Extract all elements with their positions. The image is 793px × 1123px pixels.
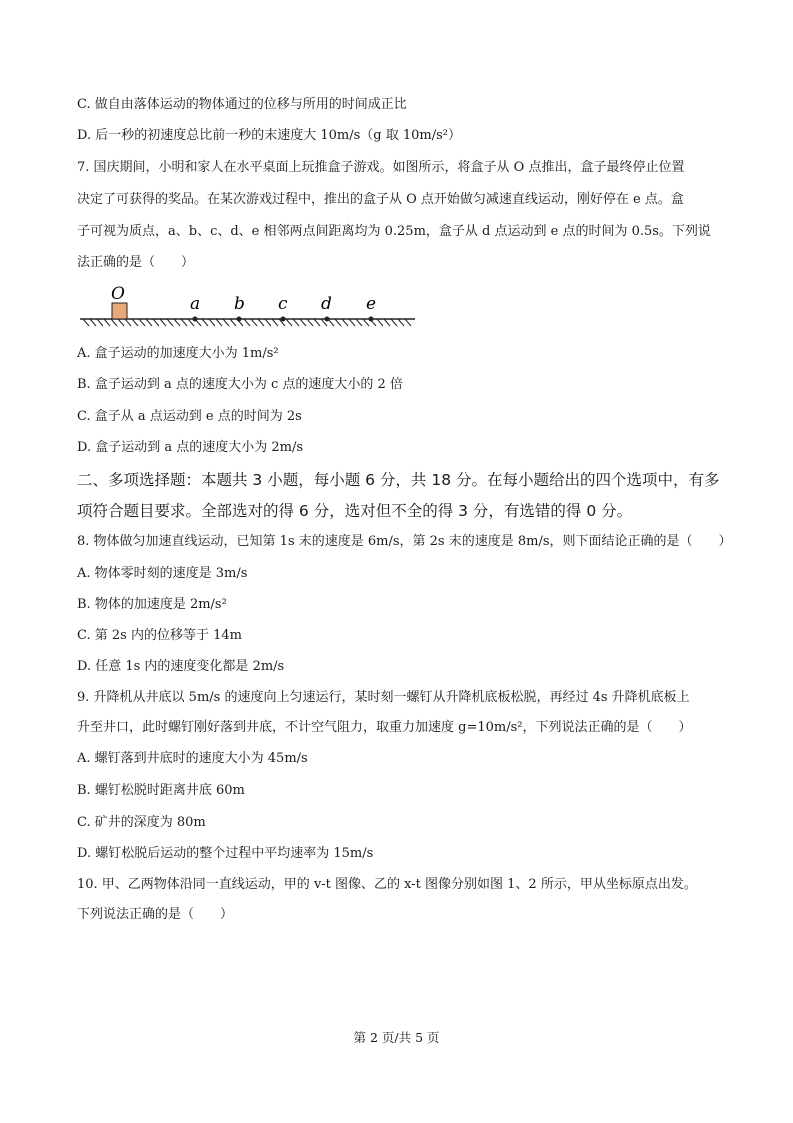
- q9-stem-line-2: 升至井口，此时螺钉刚好落到井底，不计空气阻力，取重力加速度 g=10m/s²，下列说法正确的是（ ）: [77, 720, 692, 735]
- q10-stem-line-2: 下列说法正确的是（ ）: [77, 907, 234, 922]
- q9-option-d: D. 螺钉松脱后运动的整个过程中平均速率为 15m/s: [77, 846, 374, 861]
- label-d: d: [321, 294, 332, 314]
- label-a: a: [190, 294, 201, 314]
- point-e: [369, 317, 374, 322]
- section-heading-line-1: 二、多项选择题：本题共 3 小题，每小题 6 分，共 18 分。在每小题给出的四个选项中，有多: [77, 471, 720, 489]
- q9-stem-line-1: 9. 升降机从井底以 5m/s 的速度向上匀速运行，某时刻一螺钉从升降机底板松脱，再经过 4s 升降机底板上: [77, 690, 690, 705]
- q9-option-b: B. 螺钉松脱时距离井底 60m: [77, 783, 245, 798]
- section-heading-line-2: 项符合题目要求。全部选对的得 6 分，选对但不全的得 3 分，有选错的得 0 分。: [77, 502, 633, 520]
- box: [112, 303, 127, 319]
- q7-option-b: B. 盒子运动到 a 点的速度大小为 c 点的速度大小的 2 倍: [77, 377, 403, 392]
- q8-stem: 8. 物体做匀加速直线运动，已知第 1s 末的速度是 6m/s，第 2s 末的速度是 8m/s，则下面结论正确的是（ ）: [77, 534, 732, 549]
- q9-option-a: A. 螺钉落到井底时的速度大小为 45m/s: [77, 751, 308, 766]
- q7-figure: [75, 283, 420, 329]
- point-a: [193, 317, 198, 322]
- page-footer: 第 2 页/共 5 页: [353, 1030, 440, 1045]
- q8-option-b: B. 物体的加速度是 2m/s²: [77, 597, 227, 612]
- q7-option-a: A. 盒子运动的加速度大小为 1m/s²: [77, 346, 279, 361]
- q8-option-c: C. 第 2s 内的位移等于 14m: [77, 628, 242, 643]
- q7-stem-line-2: 决定了可获得的奖品。在某次游戏过程中，推出的盒子从 O 点开始做匀减速直线运动，刚好停在 e 点。盒: [77, 192, 684, 207]
- label-e: e: [366, 294, 377, 314]
- label-o: O: [111, 284, 125, 304]
- q6-option-d: D. 后一秒的初速度总比前一秒的末速度大 10m/s（g 取 10m/s²）: [77, 128, 461, 143]
- q7-option-d: D. 盒子运动到 a 点的速度大小为 2m/s: [77, 440, 304, 455]
- q8-option-a: A. 物体零时刻的速度是 3m/s: [77, 566, 248, 581]
- label-b: b: [234, 294, 245, 314]
- label-c: c: [278, 294, 288, 314]
- point-b: [237, 317, 242, 322]
- point-d: [325, 317, 330, 322]
- q7-stem-line-3: 子可视为质点，a、b、c、d、e 相邻两点间距离均为 0.25m，盒子从 d 点运动到 e 点的时间为 0.5s。下列说: [77, 224, 711, 239]
- q7-stem-line-1: 7. 国庆期间，小明和家人在水平桌面上玩推盒子游戏。如图所示，将盒子从 O 点推出，盒子最终停止位置: [77, 160, 685, 175]
- q7-stem-line-4: 法正确的是（ ）: [77, 255, 195, 270]
- q6-option-c: C. 做自由落体运动的物体通过的位移与所用的时间成正比: [77, 97, 407, 112]
- q10-stem-line-1: 10. 甲、乙两物体沿同一直线运动，甲的 v-t 图像、乙的 x-t 图像分别如图 1、2 所示，甲从坐标原点出发。: [77, 877, 697, 892]
- ground-hatching: [83, 319, 411, 326]
- q8-option-d: D. 任意 1s 内的速度变化都是 2m/s: [77, 659, 285, 674]
- q9-option-c: C. 矿井的深度为 80m: [77, 815, 206, 830]
- point-c: [281, 317, 286, 322]
- q7-option-c: C. 盒子从 a 点运动到 e 点的时间为 2s: [77, 409, 302, 424]
